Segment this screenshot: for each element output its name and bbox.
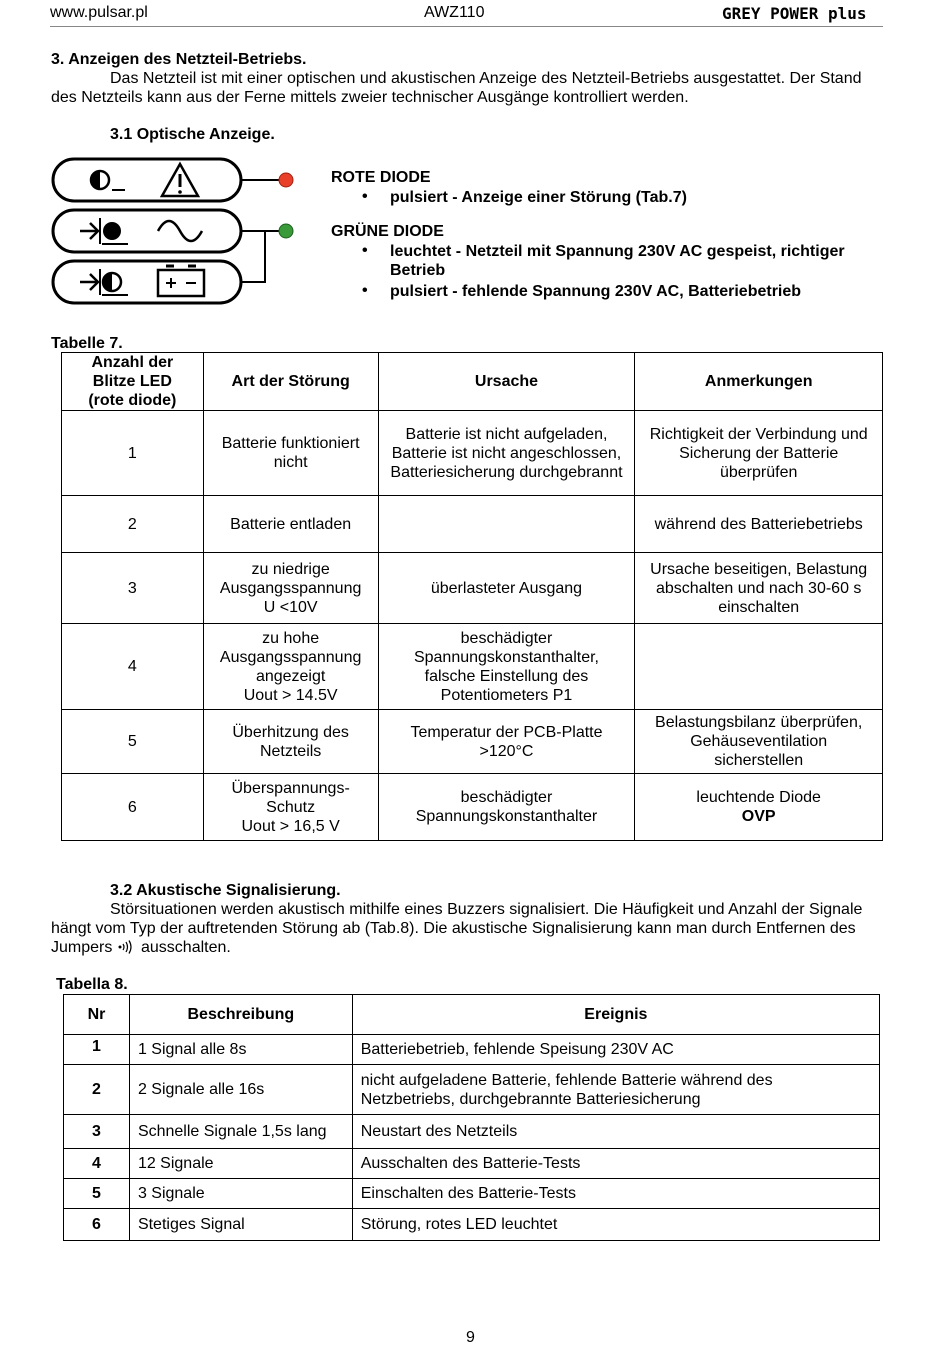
green-led-icon (279, 224, 293, 238)
ovp-label: OVP (741, 808, 776, 825)
table-cell: überlasteter Ausgang (378, 553, 635, 624)
warning-icon (162, 164, 198, 196)
table7-header-cell: Ursache (378, 353, 635, 411)
section32-line3-a: Jumpers (51, 939, 113, 956)
table-cell: 6 (62, 774, 204, 841)
table-cell: 2 Signale alle 16s (129, 1065, 352, 1115)
table-cell: 5 (62, 710, 204, 774)
table7-header-cell: Art der Störung (203, 353, 378, 411)
table-cell: 4 (64, 1149, 130, 1179)
mains-input-icon (80, 218, 128, 244)
table-cell: Richtigkeit der Verbindung und Sicherung der Batterie überprüfen (635, 411, 883, 496)
table-cell (378, 496, 635, 553)
table-cell: zu niedrige Ausgangsspannung U <10V (203, 553, 378, 624)
table8 (63, 994, 880, 1241)
battery-input-icon (80, 269, 128, 295)
table-cell: 2 (62, 496, 204, 553)
table-cell: nicht aufgeladene Batterie, fehlende Batterie während des Netzbetriebs, durchgebrannte Batteriesicherung (352, 1065, 879, 1115)
section3-title: 3. Anzeigen des Netzteil-Betriebs. (51, 51, 307, 68)
section3-para-line2: des Netzteils kann aus der Ferne mittels zweier technischer Ausgänge kontrolliert werden. (51, 89, 689, 106)
section32-line1: Störsituationen werden akustisch mithilfe eines Buzzers signalisiert. Die Häufigkeit und Anzahl der Signale (110, 901, 863, 918)
battery-icon (158, 266, 204, 296)
contrast-icon (91, 171, 125, 190)
table-cell: beschädigter Spannungskonstanthalter, falsche Einstellung des Potentiometers P1 (378, 624, 635, 710)
header-divider (50, 26, 883, 27)
bullet: • (362, 188, 368, 205)
table-cell: Temperatur der PCB-Platte >120°C (378, 710, 635, 774)
green-diode-item2: pulsiert - fehlende Spannung 230V AC, Batteriebetrieb (390, 283, 802, 300)
buzzer-jumper-icon (118, 940, 134, 954)
table-cell: 3 (64, 1115, 130, 1149)
table-cell: 2 (64, 1065, 130, 1115)
table-row (62, 411, 883, 496)
table-cell: Batterie funktioniert nicht (203, 411, 378, 496)
table-cell: Ursache beseitigen, Belastung abschalten und nach 30-60 s einschalten (635, 553, 883, 624)
table-row (64, 1209, 880, 1241)
table-cell: Belastungsbilanz überprüfen, Gehäuseventilation sicherstellen (635, 710, 883, 774)
table8-header-cell: Nr (64, 995, 130, 1035)
red-led-icon (279, 173, 293, 187)
table-cell (635, 774, 883, 841)
table-cell: 3 (62, 553, 204, 624)
table-cell: während des Batteriebetriebs (635, 496, 883, 553)
table-row (64, 1115, 880, 1149)
table-row (64, 1179, 880, 1209)
table-row (62, 496, 883, 553)
table-row (62, 553, 883, 624)
table-cell: Einschalten des Batterie-Tests (352, 1179, 879, 1209)
table-cell: beschädigter Spannungskonstanthalter (378, 774, 635, 841)
table8-header-cell: Beschreibung (129, 995, 352, 1035)
table-cell: 1 (62, 411, 204, 496)
table-cell: Schnelle Signale 1,5s lang (129, 1115, 352, 1149)
table-cell: Stetiges Signal (129, 1209, 352, 1241)
header-product: GREY POWER plus (722, 4, 867, 23)
table7-header-cell: Anmerkungen (635, 353, 883, 411)
table-row (64, 1149, 880, 1179)
table8-header-row (64, 995, 880, 1035)
table-cell: Batterie entladen (203, 496, 378, 553)
table-cell: Ausschalten des Batterie-Tests (352, 1149, 879, 1179)
ac-sine-icon (158, 221, 202, 241)
table-row (64, 1035, 880, 1065)
section31-title: 3.1 Optische Anzeige. (110, 126, 275, 143)
table-cell: 4 (62, 624, 204, 710)
green-diode-item1-line2: Betrieb (390, 262, 446, 279)
bullet: • (362, 282, 368, 299)
table-cell: Neustart des Netzteils (352, 1115, 879, 1149)
section32-line2: hängt vom Typ der auftretenden Störung ab (Tab.8). Die akustische Signalisierung kann man durch Entfernen des (51, 920, 856, 937)
table-cell: 12 Signale (129, 1149, 352, 1179)
table-cell: Batteriebetrieb, fehlende Speisung 230V AC (352, 1035, 879, 1065)
section32-line3-b: ausschalten. (141, 939, 231, 956)
table-cell: Batterie ist nicht aufgeladen, Batterie ist nicht angeschlossen, Batteriesicherung durchgebrannt (378, 411, 635, 496)
red-diode-title: ROTE DIODE (331, 169, 431, 186)
led-indicator-diagram (50, 156, 300, 308)
green-diode-item1-line1: leuchtet - Netzteil mit Spannung 230V AC gespeist, richtiger (390, 243, 845, 260)
section3-para-line1: Das Netzteil ist mit einer optischen und akustischen Anzeige des Netzteil-Betriebs ausgestattet. Der Stand (110, 70, 862, 87)
table-row (64, 1065, 880, 1115)
table-cell (635, 624, 883, 710)
table-cell: Störung, rotes LED leuchtet (352, 1209, 879, 1241)
table-row (62, 774, 883, 841)
table-cell: Überspannungs- Schutz Uout > 16,5 V (203, 774, 378, 841)
bullet: • (362, 242, 368, 259)
table8-header-cell: Ereignis (352, 995, 879, 1035)
page-number: 9 (466, 1329, 475, 1346)
table-row (62, 710, 883, 774)
table-cell: 6 (64, 1209, 130, 1241)
header-website: www.pulsar.pl (50, 4, 148, 21)
header-model: AWZ110 (424, 4, 485, 21)
table-cell: 5 (64, 1179, 130, 1209)
table-cell: zu hohe Ausgangsspannung angezeigt Uout > 14.5V (203, 624, 378, 710)
green-diode-title: GRÜNE DIODE (331, 223, 444, 240)
table-cell: 1 (64, 1035, 130, 1065)
table-row (62, 624, 883, 710)
table7-caption: Tabelle 7. (51, 335, 123, 352)
red-diode-item: pulsiert - Anzeige einer Störung (Tab.7) (390, 189, 687, 206)
table7-header-cell: Anzahl der Blitze LED (rote diode) (62, 353, 204, 411)
ovp-note: leuchtende Diode (696, 789, 821, 806)
table-cell: 3 Signale (129, 1179, 352, 1209)
table-cell: Überhitzung des Netzteils (203, 710, 378, 774)
table-cell: 1 Signal alle 8s (129, 1035, 352, 1065)
table7 (61, 352, 883, 841)
section32-title: 3.2 Akustische Signalisierung. (110, 882, 341, 899)
table7-header-row (62, 353, 883, 411)
table8-caption: Tabella 8. (56, 976, 128, 993)
